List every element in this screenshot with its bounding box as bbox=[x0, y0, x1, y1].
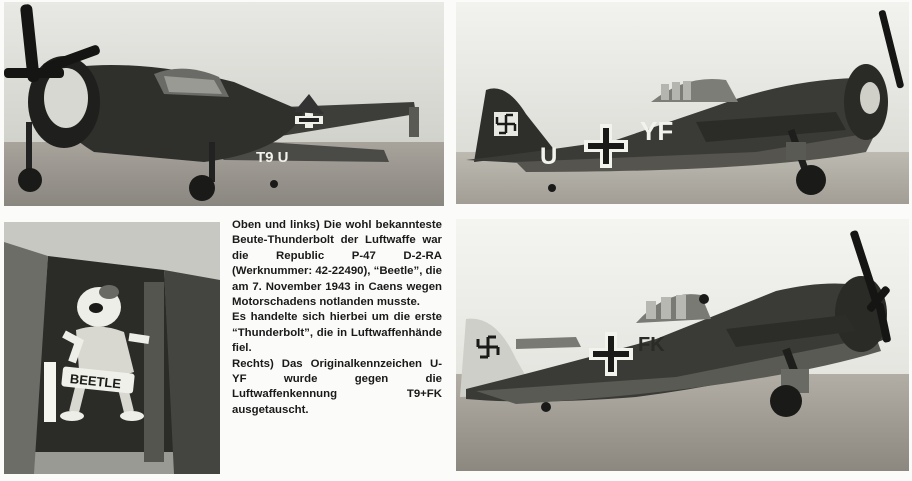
tail-code-text: T9 U bbox=[256, 149, 289, 166]
photo-caption bbox=[232, 218, 442, 418]
nose-art-beetle-text: BEETLE bbox=[69, 371, 122, 392]
photo-p47-luftwaffe-markings bbox=[456, 219, 909, 471]
photo-beetle-nose-art bbox=[4, 222, 220, 474]
photo-p47-front-view bbox=[4, 2, 444, 206]
fuselage-code-fk: FK bbox=[638, 334, 665, 356]
photo-p47-side-view-uyf bbox=[456, 2, 909, 204]
fuselage-letter-u: U bbox=[540, 143, 558, 170]
caption-paragraph-2: Es handelte sich hierbei um die erste “Thunderbolt”, die in Luftwaffenhände fiel. bbox=[232, 311, 442, 355]
fuselage-letters-yf: YF bbox=[640, 116, 674, 146]
caption-paragraph-1: Oben und links) Die wohl bekannteste Beute-Thunderbolt der Luftwaffe war die Republic P-47 D-2-RA (Werknummer: 42-22490), “Beetle”, die am 7. November 1943 in Caens wegen Motorschadens notlanden musste. bbox=[232, 219, 442, 309]
caption-paragraph-3: Rechts) Das Originalkennzeichen U-YF wurde gegen die Luftwaffenkennung T9+FK ausgetauscht. bbox=[232, 357, 442, 416]
